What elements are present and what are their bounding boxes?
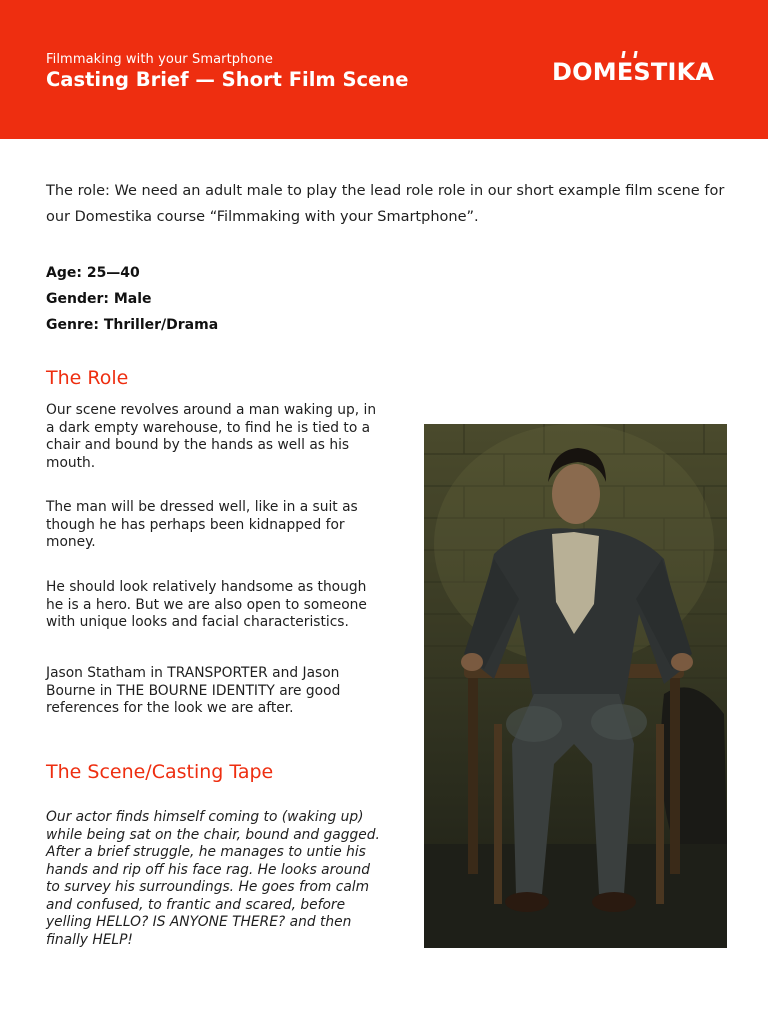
role-facts — [46, 260, 218, 338]
role-paragraph: Jason Statham in TRANSPORTER and Jason Bourne in THE BOURNE IDENTITY are good references for the look we are after. — [46, 665, 341, 716]
age-fact: Age: 25—40 — [46, 265, 140, 281]
role-section-heading: The Role — [46, 367, 129, 389]
role-paragraph: Our scene revolves around a man waking up, in a dark empty warehouse, to find he is tied to a chair and bound by the hands as well as his mouth. — [46, 402, 377, 471]
course-subtitle: Filmmaking with your Smartphone — [46, 52, 273, 67]
intro-paragraph: The role: We need an adult male to play the lead role role in our short example film scene for our Domestika course “Filmmaking with your Smartphone”. — [46, 183, 725, 225]
role-paragraph: He should look relatively handsome as though he is a hero. But we are also open to someone with unique looks and facial characteristics. — [46, 579, 367, 630]
role-paragraph: The man will be dressed well, like in a suit as though he has perhaps been kidnapped for money. — [46, 499, 358, 550]
reference-photo — [424, 424, 727, 948]
gender-fact: Gender: Male — [46, 291, 152, 307]
seated-man-illustration — [424, 424, 727, 948]
domestika-logo: DOMESTIKA — [552, 58, 715, 86]
header-banner — [0, 0, 768, 139]
genre-fact: Genre: Thriller/Drama — [46, 317, 219, 333]
document-title: Casting Brief — Short Film Scene — [46, 68, 409, 91]
scene-description: Our actor finds himself coming to (waking up) while being sat on the chair, bound and gagged. After a brief struggle, he manages to untie his hands and rip off his face rag. He looks around to survey his surroundings. He goes from calm and confused, to frantic and scared, before yelling HELLO? IS ANYONE THERE? and then finally HELP! — [46, 809, 380, 948]
scene-section-heading: The Scene/Casting Tape — [46, 761, 274, 783]
